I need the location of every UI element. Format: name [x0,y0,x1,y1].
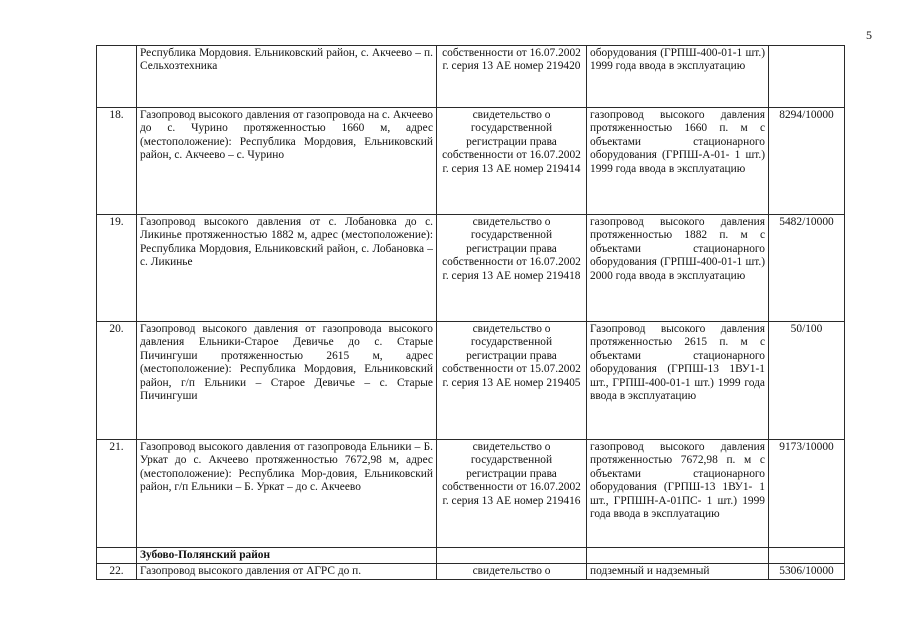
registration-document: собственности от 16.07.2002 г. серия 13 АЕ номер 219420 [437,46,587,108]
technical-description: газопровод высокого давления протяженностью 1882 п. м с объектами стационарного оборудования (ГРПШ-400-01-1 шт.) 2000 года ввода в эксплуатацию [587,215,769,322]
row-number: 21. [97,440,137,548]
technical-description: газопровод высокого давления протяженностью 1660 п. м с объектами стационарного оборудования (ГРПШ-А-01- 1 шт.) 1999 года ввода в эксплуатацию [587,108,769,215]
ownership-share: 5306/10000 [769,564,845,580]
property-register-table [96,45,845,580]
row-number: 20. [97,322,137,440]
ownership-share: 5482/10000 [769,215,845,322]
row-number: 19. [97,215,137,322]
ownership-share [769,46,845,108]
ownership-share: 9173/10000 [769,440,845,548]
object-description: Республика Мордовия. Ельниковский район, с. Акчеево – п. Сельхозтехника [137,46,437,108]
object-description: Газопровод высокого давления от АГРС до п. [137,564,437,580]
object-description: Газопровод высокого давления от с. Лобановка до с. Ликинье протяженностью 1882 м, адрес (местоположение): Республика Мордовия, Ельниковский район, с. Лобановка – с. Ликинье [137,215,437,322]
row-number: 18. [97,108,137,215]
registration-document: свидетельство о государственной регистрации права собственности от 16.07.2002 г. серия 13 АЕ номер 219414 [437,108,587,215]
table-row [97,564,845,580]
table-row [97,108,845,215]
district-heading: Зубово-Полянский район [137,548,437,564]
table-row [97,440,845,548]
table-row [97,215,845,322]
technical-description: подземный и надземный [587,564,769,580]
object-description: Газопровод высокого давления от газопровода Ельники – Б. Уркат до с. Акчеево протяженностью 7672,98 м, адрес (местоположение): Республика Мор-довия, Ельниковский район, г/п Ельники – Б. Уркат – до с. Акчеево [137,440,437,548]
table-row [97,46,845,108]
ownership-share: 50/100 [769,322,845,440]
object-description: Газопровод высокого давления от газопровода на с. Акчеево до с. Чурино протяженностью 1660 м, адрес (местоположение): Республика Мордовия, Ельниковский район, с. Акчеево – с. Чурино [137,108,437,215]
ownership-share: 8294/10000 [769,108,845,215]
registration-document: свидетельство о государственной регистрации права собственности от 15.07.2002 г. серия 13 АЕ номер 219405 [437,322,587,440]
district-heading-row [97,548,845,564]
technical-description: оборудования (ГРПШ-400-01-1 шт.) 1999 года ввода в эксплуатацию [587,46,769,108]
registration-document: свидетельство о государственной регистрации права собственности от 16.07.2002 г. серия 13 АЕ номер 219418 [437,215,587,322]
row-number [97,46,137,108]
registration-document: свидетельство о [437,564,587,580]
technical-description: Газопровод высокого давления протяженностью 2615 п. м с объектами стационарного оборудования (ГРПШ-13 1ВУ1-1 шт., ГРПШ-400-01-1 шт.) 1999 года ввода в эксплуатацию [587,322,769,440]
registration-document: свидетельство о государственной регистрации права собственности от 16.07.2002 г. серия 13 АЕ номер 219416 [437,440,587,548]
table-row [97,322,845,440]
page-number: 5 [866,28,872,42]
object-description: Газопровод высокого давления от газопровода высокого давления Ельники-Старое Девичье до с. Старые Пичингуши протяженностью 2615 м, адрес (местоположение): Республика Мордовия, Ельниковский район, г/п Ельники – Старое Девичье – с. Старые Пичингуши [137,322,437,440]
row-number: 22. [97,564,137,580]
technical-description: газопровод высокого давления протяженностью 7672,98 п. м с объектами стационарного оборудования (ГРПШ-13 1ВУ1- 1 шт., ГРПШН-А-01ПС- 1 шт.) 1999 года ввода в эксплуатацию [587,440,769,548]
